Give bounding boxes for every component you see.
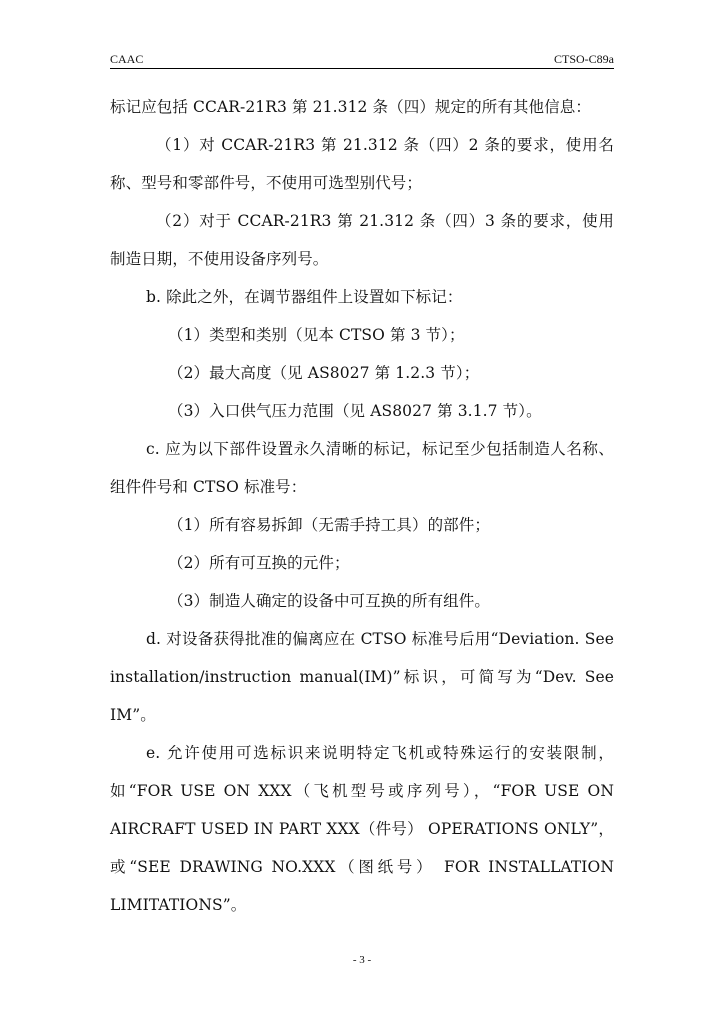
paragraph-b-item-1: （1）类型和类别（见本 CTSO 第 3 节）；	[168, 326, 465, 344]
paragraph-b: b. 除此之外，在调节器组件上设置如下标记：	[146, 288, 463, 306]
paragraph-e: e. 允许使用可选标识来说明特定飞机或特殊运行的安装限制，如“FOR USE ON XXX（飞机型号或序列号），“FOR USE ON AIRCRAFT USED IN PART XXX（件号） OPERATIONS ONLY”，或“SEE DRAWING NO.XXX（图纸号） FOR INSTALLATION LIMITATIONS”。	[110, 744, 614, 914]
paragraph-c-item-3: （3）制造人确定的设备中可互换的所有组件。	[168, 592, 490, 610]
paragraph-b-item-2: （2）最大高度（见 AS8027 第 1.2.3 节）；	[168, 364, 480, 382]
paragraph-c-item-2: （2）所有可互换的元件；	[168, 554, 350, 572]
paragraph-item-2: （2）对于 CCAR-21R3 第 21.312 条（四）3 条的要求，使用制造日期，不使用设备序列号。	[110, 212, 614, 268]
header-org: CAAC	[110, 52, 144, 66]
paragraph-c-item-1: （1）所有容易拆卸（无需手持工具）的部件；	[168, 516, 490, 534]
page-header	[110, 52, 614, 69]
paragraph-intro: 标记应包括 CCAR-21R3 第 21.312 条（四）规定的所有其他信息：	[110, 98, 591, 116]
paragraph-item-1: （1）对 CCAR-21R3 第 21.312 条（四）2 条的要求，使用名称、型号和零部件号，不使用可选型别代号；	[110, 136, 614, 192]
document-body	[110, 88, 614, 924]
paragraph-b-item-3: （3）入口供气压力范围（见 AS8027 第 3.1.7 节）。	[168, 402, 542, 420]
header-doc-id: CTSO-C89a	[554, 52, 614, 66]
paragraph-c: c. 应为以下部件设置永久清晰的标记，标记至少包括制造人名称、组件件号和 CTSO 标准号：	[110, 440, 614, 496]
page-number: - 3 -	[352, 954, 372, 966]
paragraph-d: d. 对设备获得批准的偏离应在 CTSO 标准号后用“Deviation. See installation/instruction manual(IM)”标识，可简写为“Dev. See IM”。	[110, 630, 614, 724]
